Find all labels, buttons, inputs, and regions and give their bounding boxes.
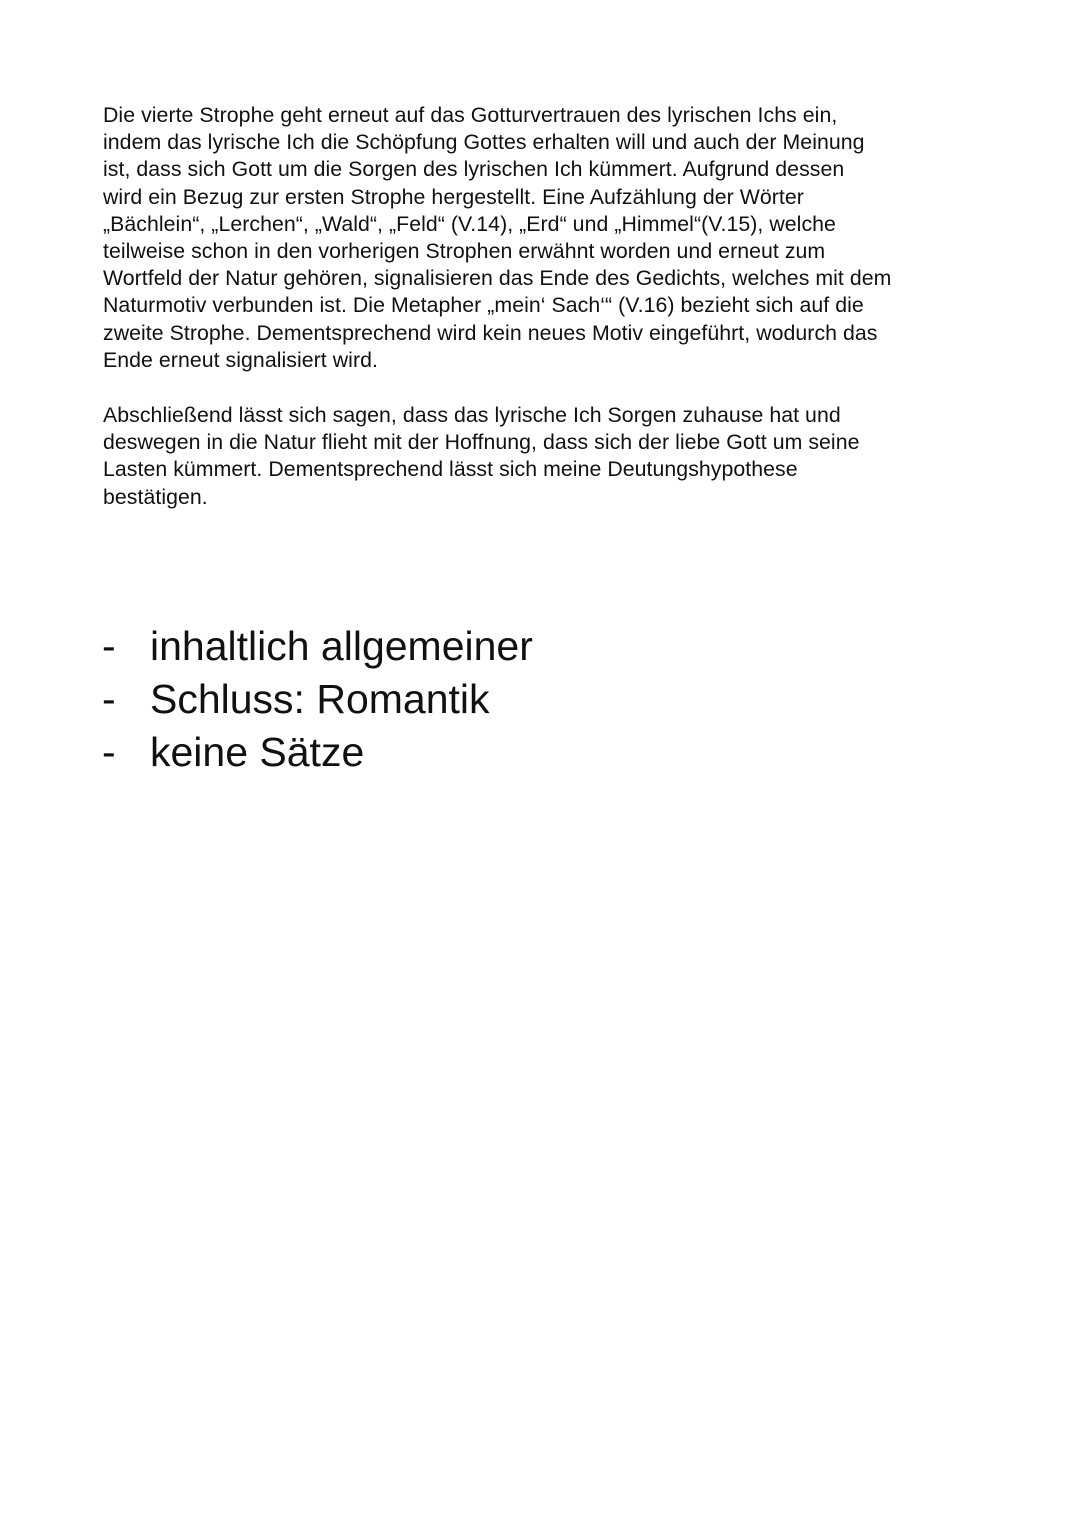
- list-item-text: keine Sätze: [150, 729, 365, 775]
- notes-list: [102, 620, 533, 779]
- paragraph-fourth-stanza: [103, 102, 993, 374]
- paragraph-line: Abschließend lässt sich sagen, dass das lyrische Ich Sorgen zuhause hat und: [103, 403, 841, 427]
- list-item: [102, 726, 533, 779]
- paragraph-line: indem das lyrische Ich die Schöpfung Gottes erhalten will und auch der Meinung: [103, 130, 865, 155]
- list-item-text: inhaltlich allgemeiner: [150, 623, 533, 669]
- paragraph-line: Ende erneut signalisiert wird.: [103, 347, 378, 372]
- paragraph-line: Wortfeld der Natur gehören, signalisieren das Ende des Gedichts, welches mit dem: [103, 266, 892, 291]
- paragraph-line: wird ein Bezug zur ersten Strophe hergestellt. Eine Aufzählung der Wörter: [103, 184, 804, 209]
- bullet-dash: -: [102, 623, 116, 669]
- paragraph-line: deswegen in die Natur flieht mit der Hoffnung, dass sich der liebe Gott um seine: [103, 430, 860, 455]
- paragraph-line: Naturmotiv verbunden ist. Die Metapher „mein‘ Sach‘“ (V.16) bezieht sich auf die: [103, 293, 864, 318]
- list-item: [102, 673, 533, 726]
- paragraph-conclusion: [103, 402, 993, 511]
- paragraph-line: Die vierte Strophe geht erneut auf das Gotturvertrauen des lyrischen Ichs ein,: [103, 103, 838, 127]
- paragraph-line: „Bächlein“, „Lerchen“, „Wald“, „Feld“ (V.14), „Erd“ und „Himmel“(V.15), welche: [103, 211, 836, 236]
- list-item-text: Schluss: Romantik: [150, 676, 490, 722]
- paragraph-line: bestätigen.: [103, 484, 208, 509]
- list-item: [102, 620, 533, 673]
- bullet-dash: -: [102, 729, 116, 775]
- paragraph-line: ist, dass sich Gott um die Sorgen des lyrischen Ich kümmert. Aufgrund dessen: [103, 157, 845, 182]
- paragraph-line: zweite Strophe. Dementsprechend wird kein neues Motiv eingeführt, wodurch das: [103, 320, 878, 345]
- bullet-dash: -: [102, 676, 116, 722]
- paragraph-line: teilweise schon in den vorherigen Strophen erwähnt worden und erneut zum: [103, 239, 826, 264]
- paragraph-line: Lasten kümmert. Dementsprechend lässt sich meine Deutungshypothese: [103, 457, 798, 482]
